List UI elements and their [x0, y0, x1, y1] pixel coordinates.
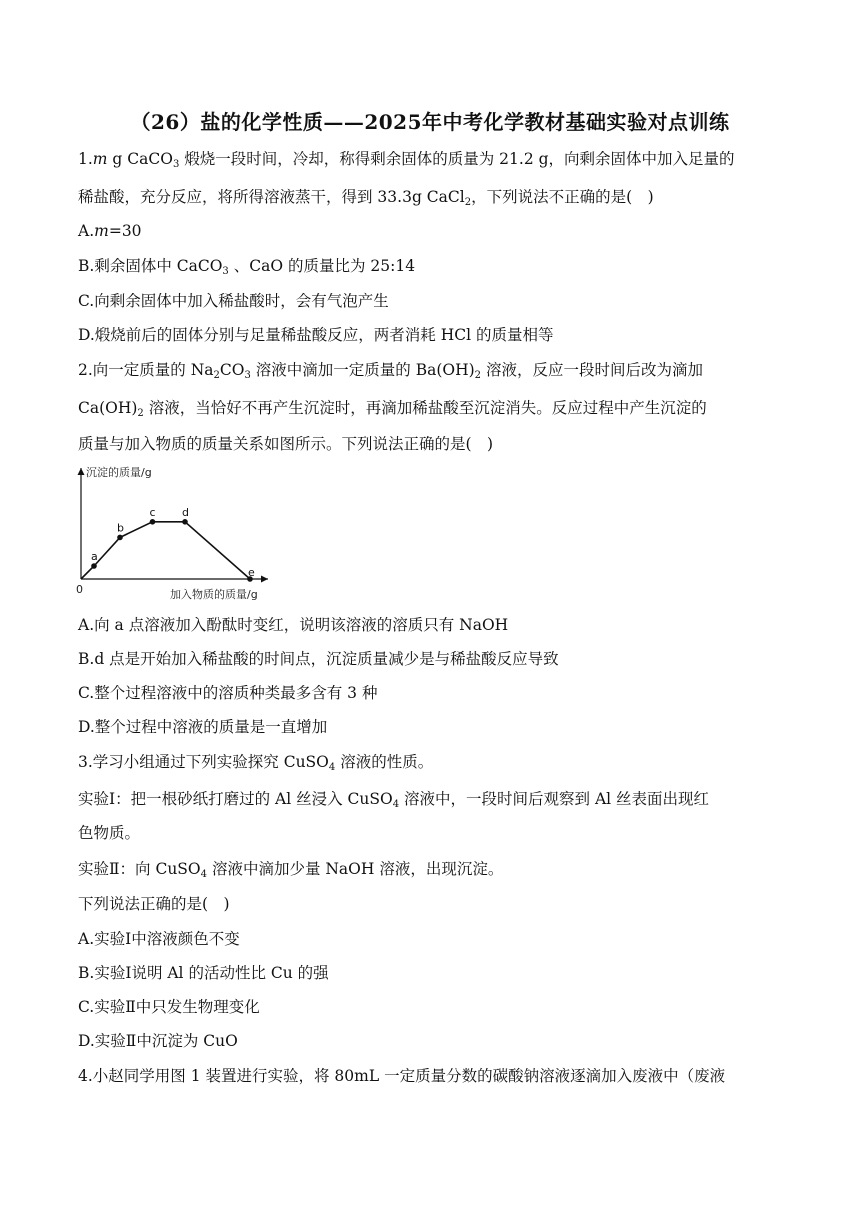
x-axis-label: 加入物质的质量/g	[170, 588, 258, 601]
q3-option-b: B.实验Ⅰ说明 Al 的活动性比 Cu 的强	[78, 964, 329, 982]
q3-line-5: 下列说法正确的是( )	[78, 895, 230, 913]
data-point-a	[91, 563, 97, 569]
data-point-b	[117, 535, 123, 541]
data-point-c	[150, 519, 156, 525]
q2-option-b: B.d 点是开始加入稀盐酸的时间点，沉淀质量减少是与稀盐酸反应导致	[78, 650, 559, 668]
data-point-label-d: d	[182, 505, 189, 519]
q4-line-1: 4.小赵同学用图 1 装置进行实验，将 80mL 一定质量分数的碳酸钠溶液逐滴加入废液中（废液	[78, 1067, 726, 1085]
q2-line-2: $Ca(OH)_2$ 溶液，当恰好不再产生沉淀时，再滴加稀盐酸至沉淀消失。反应过程中产生沉淀的	[78, 399, 707, 419]
data-point-label-a: a	[91, 550, 98, 563]
q3-line-3: 色物质。	[78, 824, 141, 842]
q1-option-b: B.剩余固体中 CaCO$_3$ 、CaO 的质量比为 25:14	[78, 257, 416, 277]
q3-option-d: D.实验Ⅱ中沉淀为 CuO	[78, 1032, 238, 1050]
y-axis-label: 沉淀的质量/g	[86, 466, 152, 479]
data-point-label-c: c	[149, 505, 156, 519]
q2-line-1: 2.向一定质量的 $Na_2CO_3$ 溶液中滴加一定质量的 $Ba(OH)_2$ 溶液，反应一段时间后改为滴加	[78, 361, 703, 381]
precipitate-mass-chart	[72, 462, 292, 610]
q1-option-a: A.m=30	[78, 222, 142, 240]
data-point-d	[182, 519, 188, 525]
data-point-label-e: e	[248, 566, 255, 579]
origin-label: 0	[76, 583, 83, 596]
q2-line-3: 质量与加入物质的质量关系如图所示。下列说法正确的是( )	[78, 435, 494, 453]
q1-line-1: 1.m g CaCO$_3$ 煅烧一段时间，冷却，称得剩余固体的质量为 21.2 g，向剩余固体中加入足量的	[78, 150, 735, 170]
q1-option-c: C.向剩余固体中加入稀盐酸时，会有气泡产生	[78, 292, 389, 310]
series-line	[81, 522, 250, 579]
q3-line-2: 实验Ⅰ：把一根砂纸打磨过的 Al 丝浸入 CuSO$_4$ 溶液中，一段时间后观察到 Al 丝表面出现红	[78, 790, 710, 810]
q3-option-c: C.实验Ⅱ中只发生物理变化	[78, 998, 260, 1016]
q3-line-4: 实验Ⅱ：向 CuSO$_4$ 溶液中滴加少量 NaOH 溶液，出现沉淀。	[78, 860, 504, 880]
data-point-label-b: b	[117, 521, 124, 535]
q3-line-1: 3.学习小组通过下列实验探究 CuSO$_4$ 溶液的性质。	[78, 753, 434, 773]
q1-option-d: D.煅烧前后的固体分别与足量稀盐酸反应，两者消耗 HCl 的质量相等	[78, 326, 554, 344]
q2-option-a: A.向 a 点溶液加入酚酞时变红，说明该溶液的溶质只有 NaOH	[78, 616, 509, 634]
q2-option-c: C.整个过程溶液中的溶质种类最多含有 3 种	[78, 684, 378, 702]
q2-option-d: D.整个过程中溶液的质量是一直增加	[78, 718, 328, 736]
page-title: （26）盐的化学性质——2025年中考化学教材基础实验对点训练	[130, 110, 730, 134]
q3-option-a: A.实验Ⅰ中溶液颜色不变	[78, 930, 240, 948]
data-points	[91, 506, 255, 582]
q1-line-2: 稀盐酸，充分反应，将所得溶液蒸干，得到 33.3g CaCl$_2$，下列说法不正确的是( )	[78, 188, 654, 208]
